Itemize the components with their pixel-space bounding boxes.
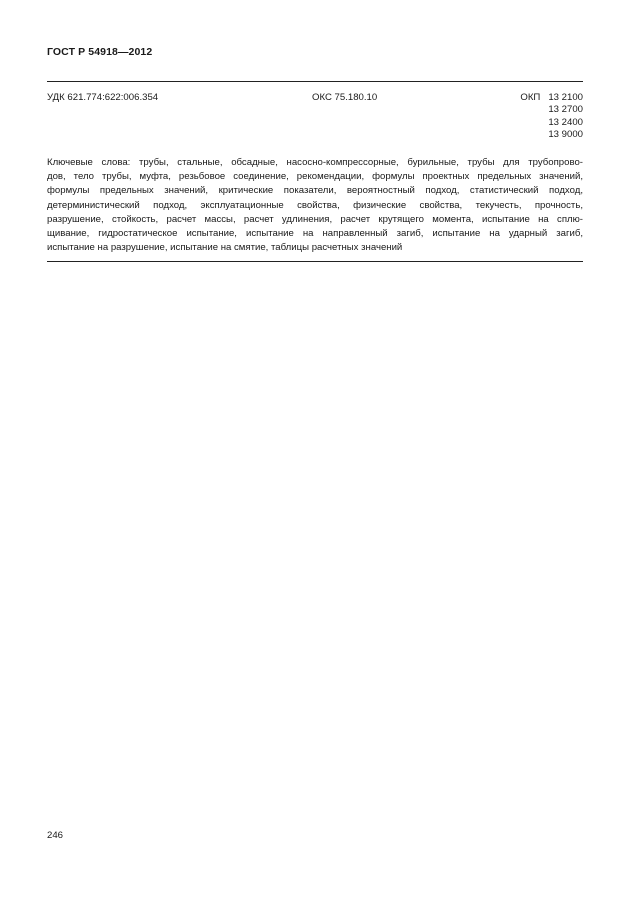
okp-code: 13 9000	[548, 128, 583, 140]
udk-code: УДК 621.774:622:006.354	[47, 92, 159, 103]
keywords-line: щивание, гидростатическое испытание, испытание на направленный загиб, испытание на ударный загиб,	[47, 228, 583, 240]
keywords-line: формулы предельных значений, критические показатели, вероятностный подход, статистический подход,	[47, 185, 583, 197]
keywords-line: разрушение, стойкость, расчет массы, расчет удлинения, расчет крутящего момента, испытание на сплю-	[47, 213, 583, 225]
oks-code: ОКС 75.180.10	[312, 92, 378, 103]
keywords-paragraph	[47, 156, 583, 255]
okp-label: ОКП	[520, 92, 541, 103]
keywords-line: Ключевые слова: трубы, стальные, обсадные, насосно-компрессорные, бурильные, трубы для трубопрово-	[47, 157, 583, 168]
bottom-divider	[47, 261, 583, 262]
keywords-line: дов, тело трубы, муфта, резьбовое соединение, рекомендации, формулы проектных предельных значений,	[47, 171, 583, 183]
page-number: 246	[47, 830, 64, 841]
okp-block	[520, 92, 583, 141]
document-header: ГОСТ Р 54918—2012	[47, 46, 153, 58]
top-divider	[47, 81, 583, 82]
okp-code: 13 2400	[548, 116, 583, 128]
keywords-line: испытание на разрушение, испытание на смятие, таблицы расчетных значений	[47, 242, 403, 254]
okp-code: 13 2100	[548, 92, 583, 103]
keywords-line: детерминистический подход, эксплуатационные свойства, физические свойства, текучесть, прочность,	[47, 199, 583, 211]
okp-code: 13 2700	[548, 104, 583, 116]
okp-codes	[548, 92, 583, 141]
